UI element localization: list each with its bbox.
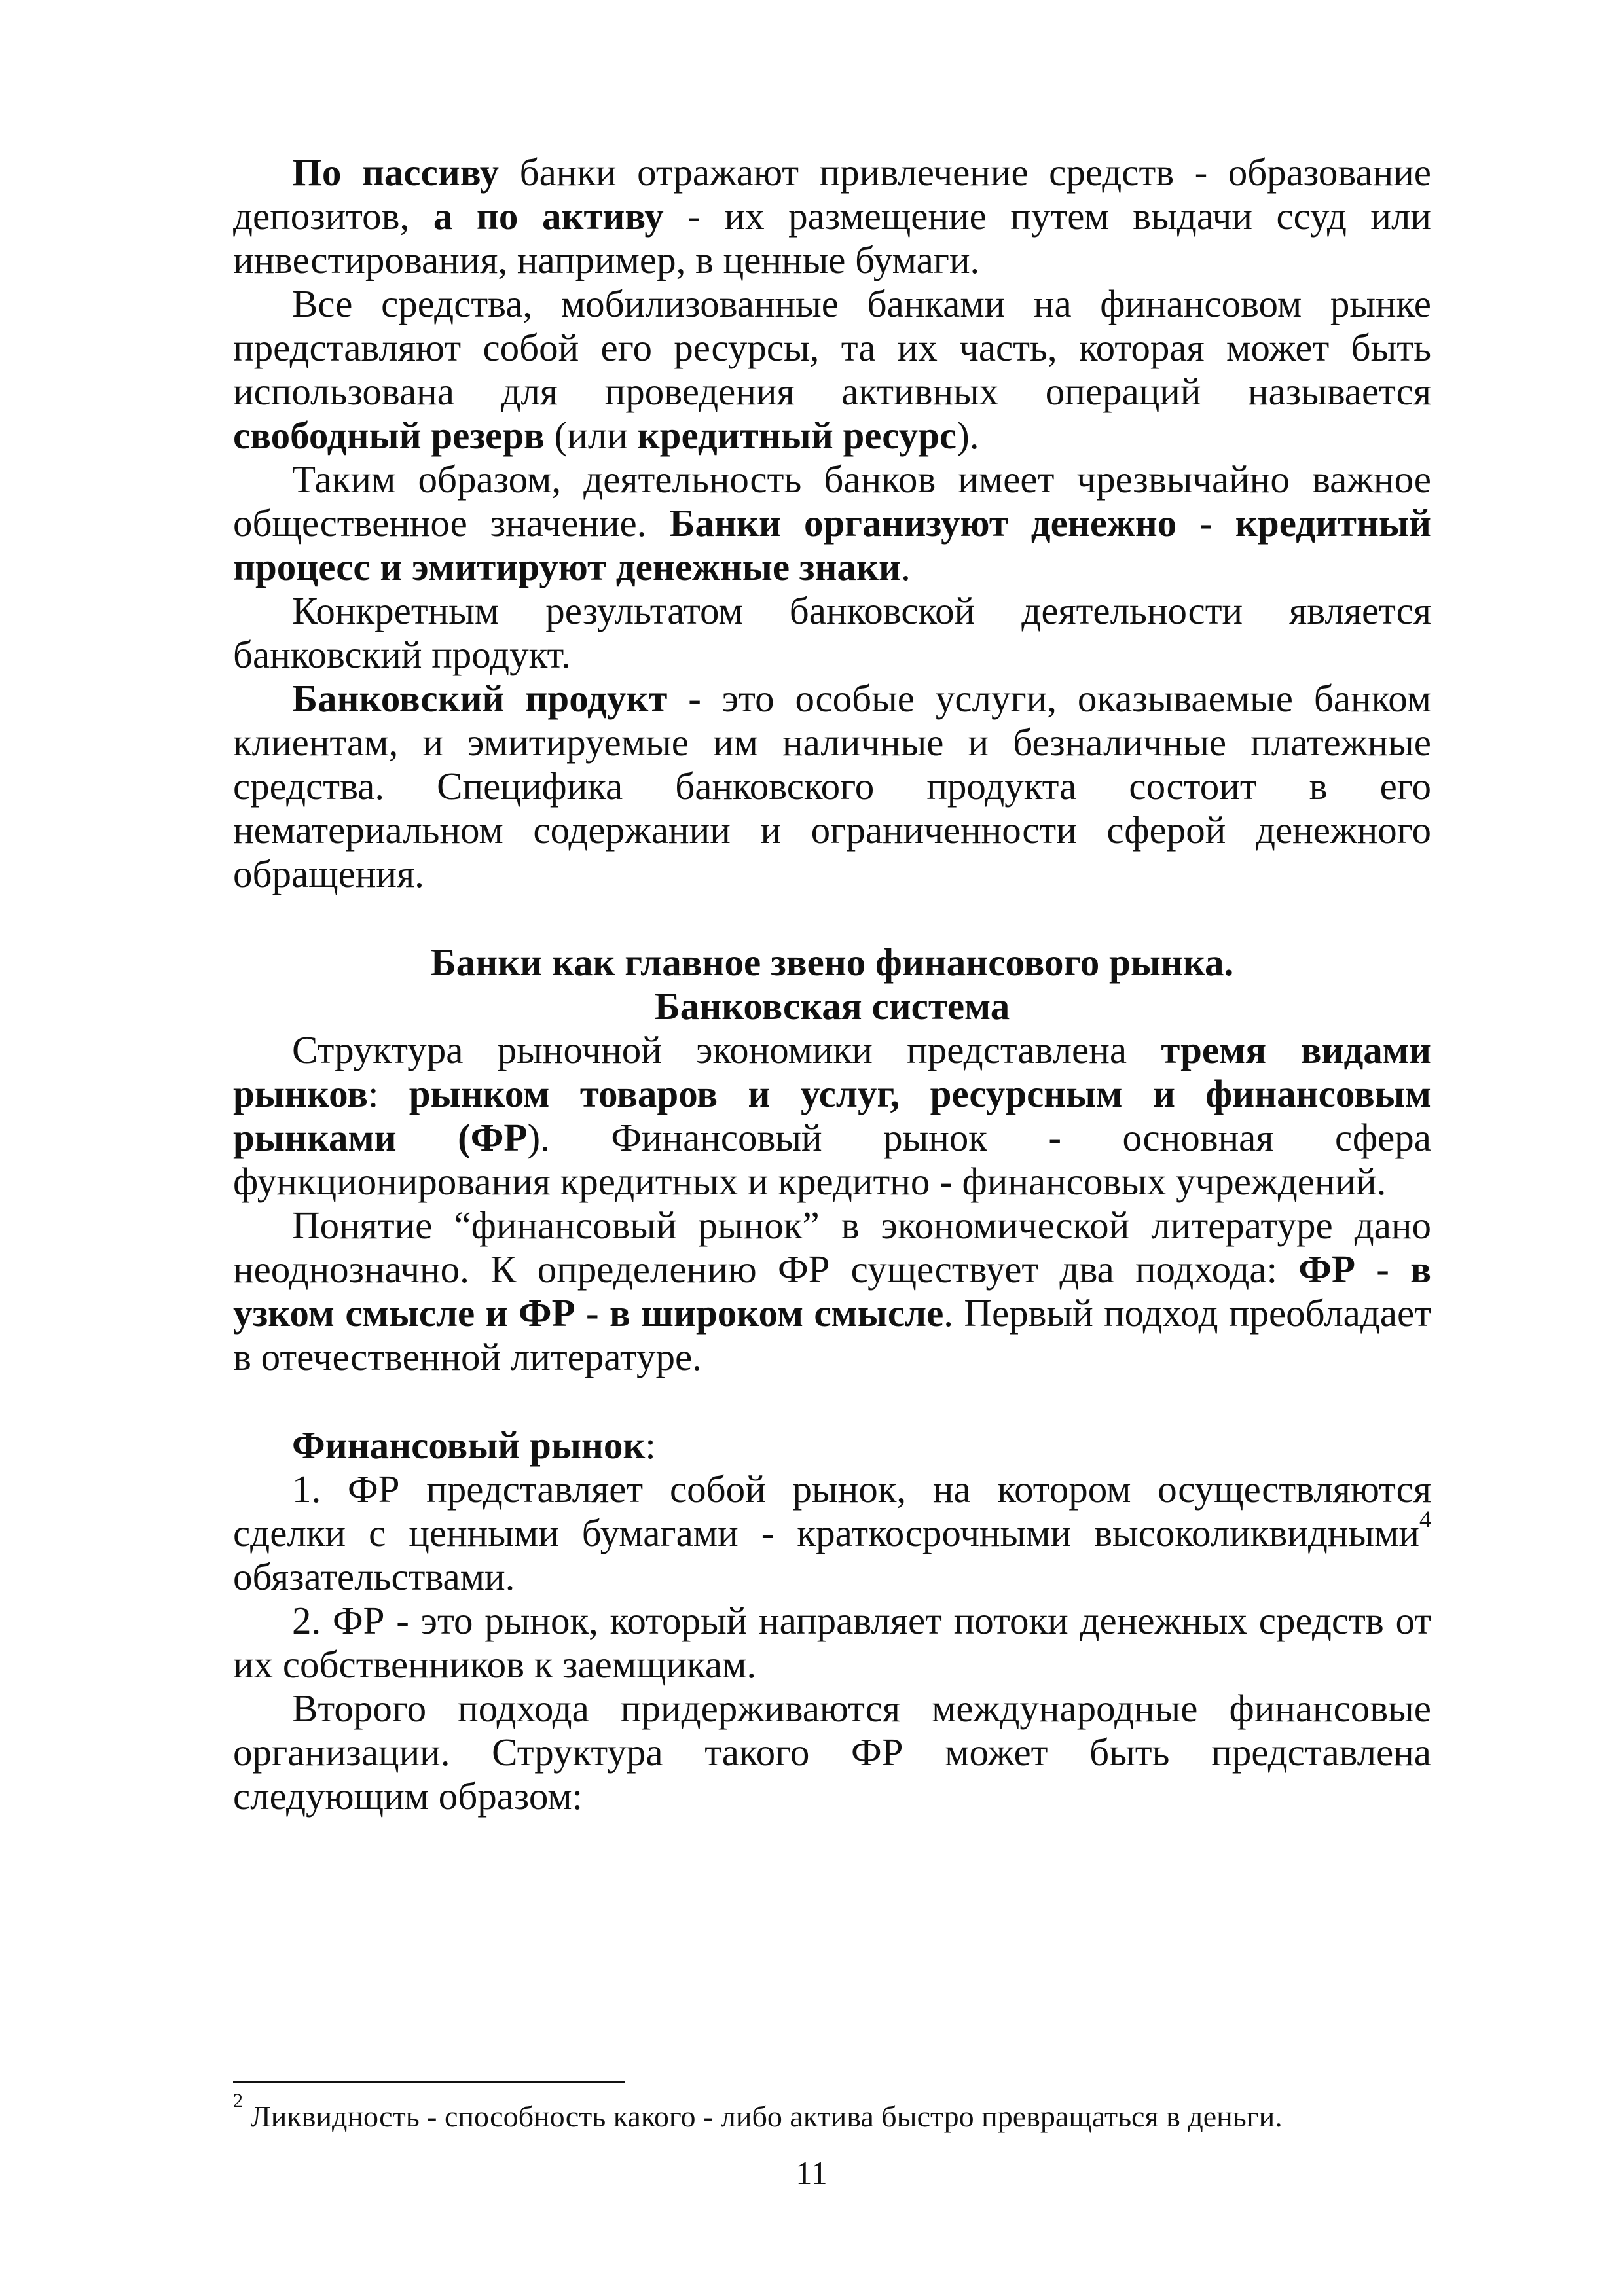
footnote-reference: 4	[1419, 1506, 1431, 1533]
text-run: Все средства, мобилизованные банками на финансовом рынке представляют собой его ресурсы, та их часть, которая может быть использована для проведения активных операций называется	[233, 282, 1431, 413]
footnote	[233, 2089, 1431, 2135]
section-heading-line2: Банковская система	[654, 984, 1010, 1028]
paragraph-liabilities-assets	[233, 151, 1431, 282]
footnote-mark: 2	[233, 2089, 243, 2111]
text-run: обязательствами.	[233, 1555, 515, 1598]
text-run: 1. ФР представляет собой рынок, на котором осуществляются сделки с ценными бумагами - краткосрочными высоколиквидными	[233, 1467, 1431, 1554]
text-run: (или	[544, 414, 638, 457]
text-run: Понятие “финансовый рынок” в экономической литературе дано неоднозначно. К определению ФР существует два подхода:	[233, 1204, 1431, 1291]
paragraph-financial-market-concept	[233, 1204, 1431, 1379]
bold-term: кредитный ресурс	[637, 414, 957, 457]
paragraph-resources	[233, 282, 1431, 457]
paragraph-definition-1	[233, 1467, 1431, 1599]
paragraph-second-approach	[233, 1687, 1431, 1818]
paragraph-social-importance	[233, 457, 1431, 589]
text-run: . Первый подход преобладает в отечественной литературе.	[233, 1291, 1432, 1378]
bold-term: а по активу	[433, 194, 664, 238]
text-run: 2. ФР - это рынок, который направляет потоки денежных средств от их собственников к заемщикам.	[233, 1599, 1431, 1686]
paragraph-result	[233, 589, 1431, 677]
text-run: Второго подхода придерживаются международные финансовые организации. Структура такого ФР может быть представлена следующим образом:	[233, 1687, 1431, 1818]
bold-term: ФР - в узком смысле и ФР - в широком смысле	[233, 1247, 1431, 1335]
bold-term: свободный резерв	[233, 414, 545, 457]
bold-term: Банковский продукт	[292, 677, 668, 720]
text-run: Таким образом, деятельность банков имеет чрезвычайно важное общественное значение.	[233, 457, 1431, 545]
text-run: банки отражают привлечение средств - образование депозитов,	[233, 151, 1431, 238]
section-heading-line1: Банки как главное звено финансового рынка.	[430, 941, 1234, 984]
text-run: :	[367, 1072, 409, 1115]
text-run: - это особые услуги, оказываемые банком клиентам, и эмитируемые им наличные и безналичные платежные средства. Специфика банковского продукта состоит в его нематериальном содержании и ограниченности сферой денежного обращения.	[233, 677, 1431, 895]
text-run: ). Финансовый рынок - основная сфера функционирования кредитных и кредитно - финансовых учреждений.	[233, 1116, 1431, 1203]
page-body	[233, 151, 1431, 1818]
text-run: ).	[957, 414, 979, 457]
spacer	[233, 1379, 1431, 1424]
paragraph-definition-2	[233, 1599, 1431, 1687]
bold-term: рынком товаров и услуг, ресурсным и финансовым рынками (ФР	[233, 1072, 1431, 1159]
bold-term: Финансовый рынок	[292, 1424, 646, 1467]
paragraph-financial-market-label	[233, 1424, 1431, 1467]
bold-term: тремя видами рынков	[233, 1028, 1431, 1115]
text-run: :	[645, 1424, 656, 1467]
paragraph-bank-product	[233, 677, 1431, 896]
text-run: Структура рыночной экономики представлена	[292, 1028, 1161, 1071]
text-run: Конкретным результатом банковской деятельности является банковский продукт.	[233, 589, 1431, 676]
text-run: - их размещение путем выдачи ссуд или инвестирования, например, в ценные бумаги.	[233, 194, 1432, 281]
bold-term: Банки организуют денежно - кредитный процесс и эмитируют денежные знаки	[233, 501, 1431, 588]
page-number: 11	[795, 2155, 828, 2191]
spacer	[233, 896, 1431, 941]
bold-term: По пассиву	[292, 151, 500, 194]
text-run: .	[900, 545, 911, 588]
paragraph-market-structure	[233, 1028, 1431, 1204]
footnote-divider	[233, 2081, 625, 2083]
footnote-text: Ликвидность - способность какого - либо актива быстро превращаться в деньги.	[243, 2100, 1283, 2133]
